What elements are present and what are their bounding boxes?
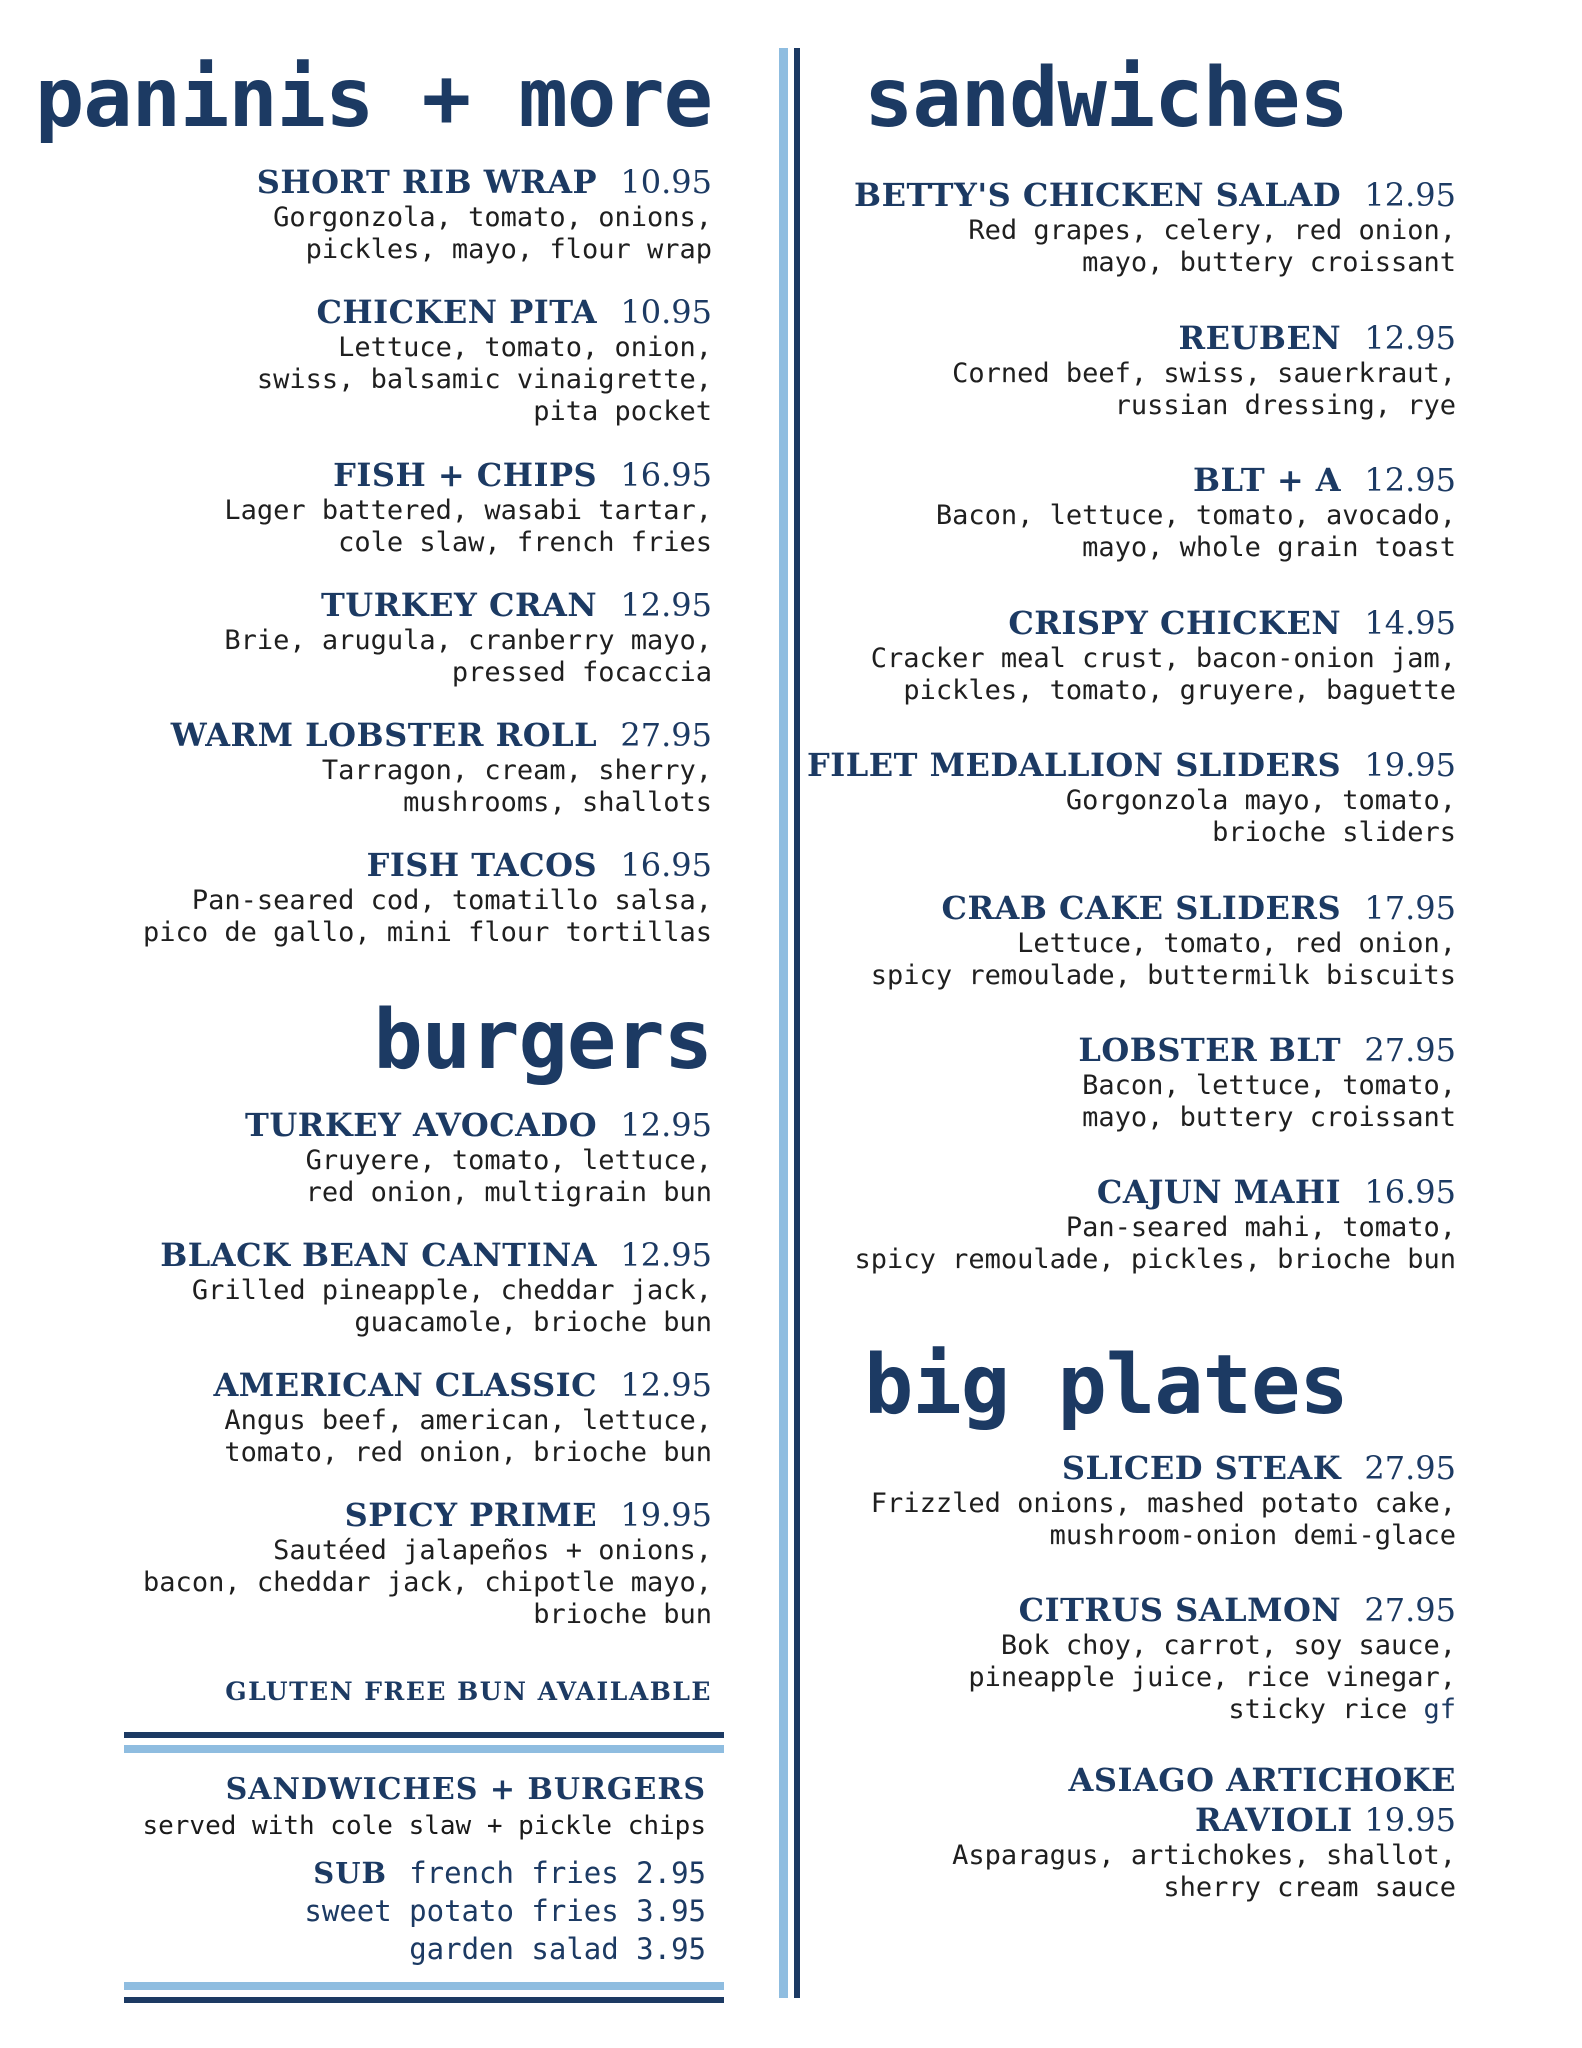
panini-item — [224, 585, 712, 689]
menu-item-description: pico de gallo, mini flour tortillas — [143, 917, 712, 948]
menu-item-name: SLICED STEAK 27.95 — [1061, 1449, 1456, 1487]
menu-item-name: AMERICAN CLASSIC 12.95 — [213, 1366, 712, 1404]
menu-item-description: pineapple juice, rice vinegar, — [968, 1662, 1456, 1693]
menu-item-name: FISH TACOS 16.95 — [366, 846, 712, 884]
menu-item-price: 12.95 — [1364, 176, 1456, 214]
sandwich-item — [936, 460, 1456, 564]
menu-item-name: LOBSTER BLT 27.95 — [1078, 1031, 1456, 1069]
center-divider-light — [779, 48, 788, 1998]
menu-item-price: 12.95 — [620, 1366, 712, 1404]
menu-item-price: 19.95 — [1364, 1801, 1456, 1839]
menu-item-description: Red grapes, celery, red onion, — [968, 215, 1456, 246]
panini-item — [224, 455, 712, 559]
side-option: sweet potato fries 3.95 — [304, 1894, 706, 1928]
menu-item-description: Sautéed jalapeños + onions, — [273, 1535, 712, 1566]
sandwich-item — [855, 1172, 1456, 1276]
menu-item-name: WARM LOBSTER ROLL 27.95 — [170, 716, 712, 754]
menu-item-description: Lager battered, wasabi tartar, — [224, 495, 712, 526]
sandwich-item — [854, 175, 1456, 279]
panini-item — [257, 162, 712, 266]
sandwich-item — [871, 603, 1456, 707]
menu-item-name: FILET MEDALLION SLIDERS 19.95 — [807, 746, 1456, 784]
menu-item-description: mushrooms, shallots — [403, 787, 712, 818]
menu-item-description: tomato, red onion, brioche bun — [224, 1437, 712, 1468]
big-plate-item — [871, 1448, 1456, 1552]
menu-item-description: pickles, mayo, flour wrap — [305, 234, 712, 265]
section-heading-big-plates: big plates — [864, 1338, 1348, 1433]
menu-item-description: mayo, buttery croissant — [1082, 247, 1456, 278]
big-plate-item — [952, 1760, 1456, 1904]
menu-item-description: Frizzled onions, mashed potato cake, — [870, 1488, 1456, 1519]
sides-box-subtitle: served with cole slaw + pickle chips — [142, 1811, 706, 1841]
gluten-free-tag: gf — [1407, 1694, 1456, 1725]
burger-item — [160, 1235, 712, 1339]
menu-item-description: Grilled pineapple, cheddar jack, — [191, 1275, 712, 1306]
side-option: SUB french fries 2.95 — [313, 1856, 706, 1890]
menu-item-name: TURKEY AVOCADO 12.95 — [245, 1106, 712, 1144]
menu-item-price: 19.95 — [1364, 746, 1456, 784]
menu-item-description: pressed focaccia — [451, 657, 712, 688]
menu-item-description: mushroom-onion demi-glace — [1049, 1520, 1456, 1551]
menu-item-description: russian dressing, rye — [1114, 390, 1456, 421]
menu-item-price: 14.95 — [1364, 604, 1456, 642]
menu-item-price: 10.95 — [620, 293, 712, 331]
section-heading-paninis: paninis + more — [34, 51, 712, 146]
menu-item-description: bacon, cheddar jack, chipotle mayo, — [143, 1567, 712, 1598]
sub-label: SUB — [313, 1856, 410, 1890]
sandwich-item — [952, 318, 1456, 422]
menu-item-description: Gorgonzola mayo, tomato, — [1065, 785, 1456, 816]
menu-item-price: 12.95 — [620, 1236, 712, 1274]
sandwich-item — [807, 745, 1456, 849]
menu-item-description: Tarragon, cream, sherry, — [321, 755, 712, 786]
menu-item-description: mayo, buttery croissant — [1082, 1102, 1456, 1133]
box-bottom-bar-dark — [124, 1997, 724, 2003]
menu-item-name: SHORT RIB WRAP 10.95 — [256, 163, 712, 201]
menu-item-description: Lettuce, tomato, red onion, — [1017, 928, 1456, 959]
menu-item-description: brioche bun — [533, 1599, 712, 1630]
burger-item — [245, 1105, 712, 1209]
menu-item-description: Bok choy, carrot, soy sauce, — [1000, 1630, 1456, 1661]
menu-item-name: REUBEN 12.95 — [1178, 319, 1456, 357]
menu-item-description: Gruyere, tomato, lettuce, — [305, 1145, 712, 1176]
burger-item — [143, 1495, 712, 1631]
menu-item-description: Brie, arugula, cranberry mayo, — [224, 625, 712, 656]
menu-item-price: 27.95 — [1364, 1449, 1456, 1487]
side-option: garden salad 3.95 — [409, 1932, 706, 1966]
section-heading-sandwiches: sandwiches — [864, 51, 1348, 146]
menu-item-name: CITRUS SALMON 27.95 — [1018, 1591, 1456, 1629]
menu-item-name: BLT + A 12.95 — [1192, 461, 1456, 499]
menu-item-description: pita pocket — [533, 396, 712, 427]
panini-item — [257, 292, 712, 428]
section-heading-burgers: burgers — [373, 993, 712, 1088]
menu-item-price: 16.95 — [1364, 1173, 1456, 1211]
center-divider-dark — [794, 48, 800, 1998]
menu-item-price: 12.95 — [620, 586, 712, 624]
menu-item-description: Cracker meal crust, bacon-onion jam, — [870, 643, 1456, 674]
menu-item-description: spicy remoulade, buttermilk biscuits — [870, 960, 1456, 991]
menu-item-price: 12.95 — [1364, 461, 1456, 499]
menu-item-name: FISH + CHIPS 16.95 — [333, 456, 712, 494]
menu-item-name: CAJUN MAHI 16.95 — [1096, 1173, 1456, 1211]
menu-item-description: Pan-seared mahi, tomato, — [1065, 1212, 1456, 1243]
menu-item-name: CRISPY CHICKEN 14.95 — [1008, 604, 1456, 642]
menu-item-price: 12.95 — [1364, 319, 1456, 357]
menu-item-description: Gorgonzola, tomato, onions, — [273, 202, 712, 233]
menu-item-name: TURKEY CRAN 12.95 — [320, 586, 712, 624]
sandwich-item — [871, 888, 1456, 992]
menu-item-description: pickles, tomato, gruyere, baguette — [903, 675, 1456, 706]
menu-item-name: BLACK BEAN CANTINA 12.95 — [160, 1236, 712, 1274]
menu-item-price: 19.95 — [620, 1496, 712, 1534]
box-bottom-bar-light — [124, 1982, 724, 1990]
menu-item-description: Bacon, lettuce, tomato, — [1082, 1070, 1456, 1101]
menu-item-description: sherry cream sauce — [1163, 1872, 1456, 1903]
menu-item-description: sticky rice gf — [1228, 1694, 1456, 1725]
menu-item-description: Corned beef, swiss, sauerkraut, — [952, 358, 1456, 389]
menu-item-name: ASIAGO ARTICHOKE RAVIOLI 19.95 — [1068, 1761, 1456, 1839]
menu-item-description: brioche sliders — [1212, 817, 1456, 848]
menu-item-description: Asparagus, artichokes, shallot, — [952, 1840, 1456, 1871]
gluten-free-note: GLUTEN FREE BUN AVAILABLE — [225, 1677, 712, 1706]
menu-item-description: mayo, whole grain toast — [1082, 532, 1456, 563]
panini-item — [171, 715, 712, 819]
sides-box — [142, 1770, 706, 1968]
menu-item-description: red onion, multigrain bun — [305, 1177, 712, 1208]
menu-item-description: Bacon, lettuce, tomato, avocado, — [935, 500, 1456, 531]
menu-item-description: Pan-seared cod, tomatillo salsa, — [191, 885, 712, 916]
menu-item-description: spicy remoulade, pickles, brioche bun — [854, 1244, 1456, 1275]
menu-item-price: 10.95 — [620, 163, 712, 201]
menu-item-price: 16.95 — [620, 456, 712, 494]
panini-item — [143, 845, 712, 949]
menu-item-name: CHICKEN PITA 10.95 — [316, 293, 712, 331]
sides-box-title: SANDWICHES + BURGERS — [225, 1772, 706, 1807]
sandwich-item — [1078, 1030, 1456, 1134]
menu-item-description: Angus beef, american, lettuce, — [224, 1405, 712, 1436]
menu-item-name: SPICY PRIME 19.95 — [344, 1496, 712, 1534]
box-top-bar-light — [124, 1745, 724, 1753]
menu-item-description: guacamole, brioche bun — [354, 1307, 712, 1338]
menu-item-price: 27.95 — [620, 716, 712, 754]
menu-item-price: 17.95 — [1364, 889, 1456, 927]
menu-item-name: CRAB CAKE SLIDERS 17.95 — [941, 889, 1456, 927]
sides-list — [142, 1854, 706, 1968]
menu-item-price: 12.95 — [620, 1106, 712, 1144]
menu-item-description: Lettuce, tomato, onion, — [338, 332, 712, 363]
menu-item-description: cole slaw, french fries — [338, 527, 712, 558]
burger-item — [213, 1365, 712, 1469]
menu-item-price: 27.95 — [1364, 1031, 1456, 1069]
menu-item-name: BETTY'S CHICKEN SALAD 12.95 — [854, 176, 1456, 214]
box-top-bar-dark — [124, 1732, 724, 1738]
big-plate-item — [968, 1590, 1456, 1726]
menu-item-price: 16.95 — [620, 846, 712, 884]
menu-item-description: swiss, balsamic vinaigrette, — [256, 364, 712, 395]
menu-item-price: 27.95 — [1364, 1591, 1456, 1629]
